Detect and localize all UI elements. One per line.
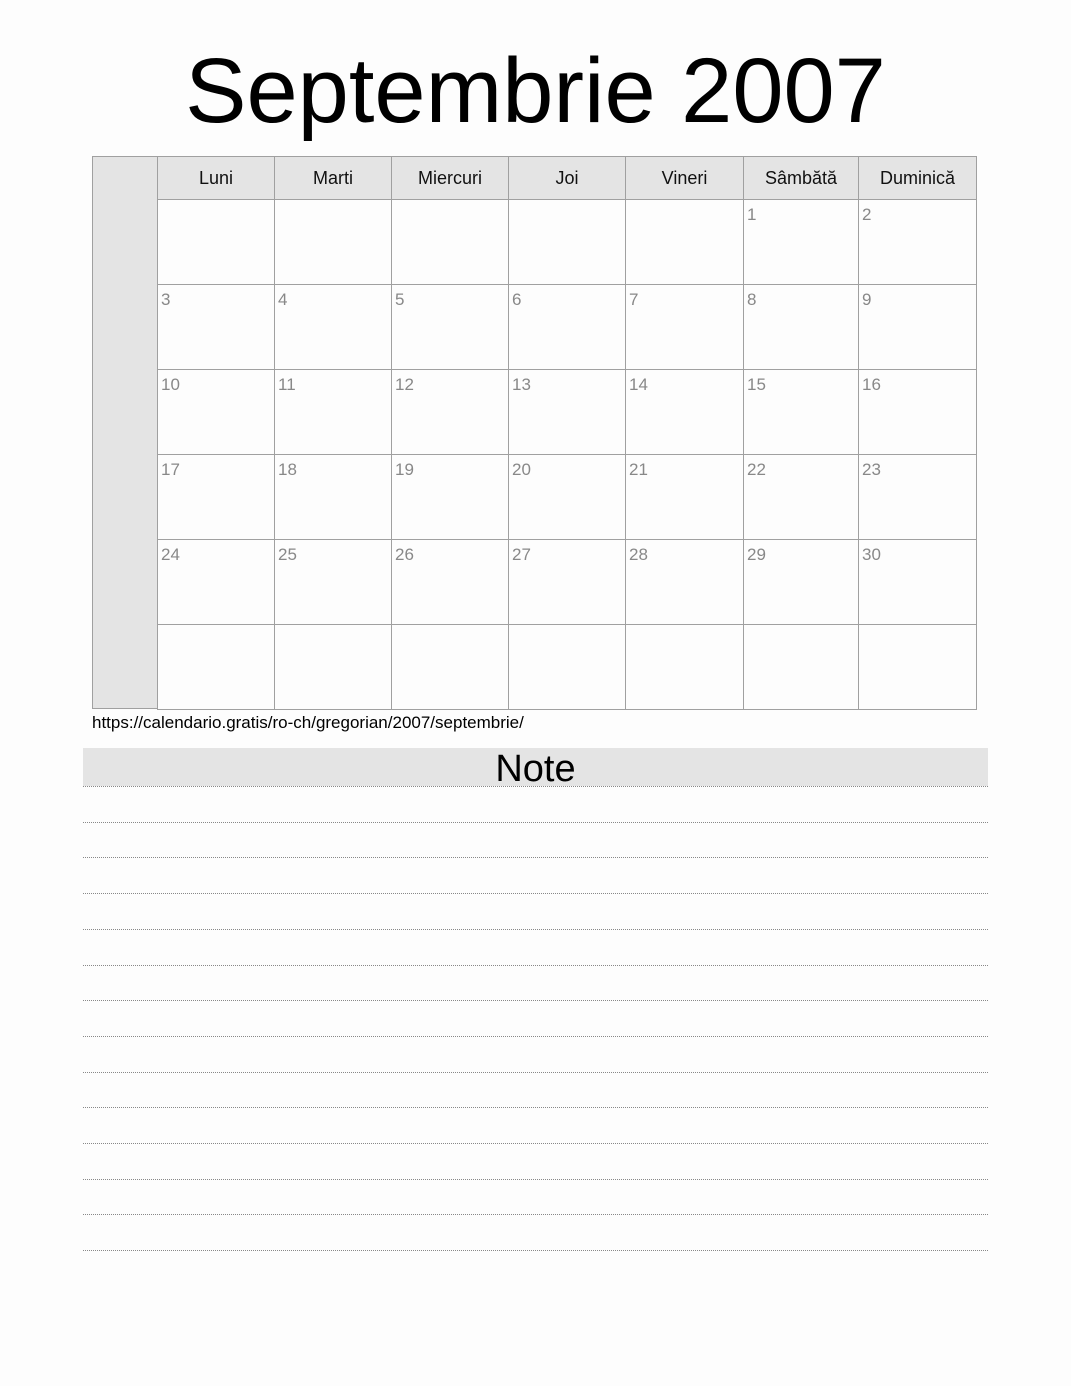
day-cell [392,370,509,455]
week-row [158,370,977,455]
day-cell [626,540,744,625]
day-cell [275,285,392,370]
day-number: 8 [747,290,757,309]
day-cell [509,200,626,285]
day-number: 13 [512,375,531,394]
source-url: https://calendario.gratis/ro-ch/gregorian/2007/septembrie/ [92,713,524,732]
day-number: 22 [747,460,766,479]
day-number [275,625,391,630]
note-line [83,822,988,823]
day-cell [158,455,275,540]
day-cell [626,625,744,710]
day-number: 9 [862,290,872,309]
day-cell [509,370,626,455]
note-line [83,929,988,930]
day-cell [392,625,509,710]
day-cell [509,540,626,625]
day-cell [744,285,859,370]
day-cell [158,540,275,625]
note-line [83,1250,988,1251]
day-cell [859,200,977,285]
day-number: 26 [395,545,414,564]
week-row [158,625,977,710]
day-number: 16 [862,375,881,394]
week-row [158,455,977,540]
day-number: 18 [278,460,297,479]
day-cell [158,370,275,455]
day-cell [275,540,392,625]
day-cell [509,625,626,710]
day-cell [744,625,859,710]
day-number [392,625,508,630]
day-cell [626,370,744,455]
day-number: 29 [747,545,766,564]
day-cell [275,370,392,455]
weekday-header: Duminică [859,157,977,200]
day-number [509,625,625,630]
day-number: 1 [747,205,757,224]
day-cell [392,285,509,370]
day-number: 19 [395,460,414,479]
note-line [83,1143,988,1144]
day-cell [509,285,626,370]
day-cell [744,455,859,540]
day-number: 15 [747,375,766,394]
weekday-header: Luni [158,157,275,200]
note-line [83,786,988,787]
weekday-header: Sâmbătă [744,157,859,200]
weekday-header-row [158,157,977,200]
day-number: 6 [512,290,522,309]
day-number: 3 [161,290,171,309]
note-line [83,1107,988,1108]
weekday-header: Miercuri [392,157,509,200]
page-title: Septembrie 2007 [185,40,886,142]
day-number: 20 [512,460,531,479]
day-cell [275,625,392,710]
day-number: 28 [629,545,648,564]
day-cell [744,540,859,625]
note-line [83,1179,988,1180]
calendar-grid [157,156,977,710]
day-cell [158,285,275,370]
day-number: 17 [161,460,180,479]
day-cell [392,540,509,625]
day-number: 2 [862,205,872,224]
day-cell [626,285,744,370]
note-line [83,1000,988,1001]
week-row [158,200,977,285]
day-number: 12 [395,375,414,394]
day-cell [158,200,275,285]
day-cell [744,370,859,455]
day-number [158,625,274,630]
day-number: 30 [862,545,881,564]
notes-header: Note [83,748,988,786]
day-cell [275,455,392,540]
day-number: 23 [862,460,881,479]
day-number [158,200,274,205]
day-cell [158,625,275,710]
day-number [509,200,625,205]
day-number [859,625,976,630]
day-cell [859,540,977,625]
day-number [275,200,391,205]
day-number [626,625,743,630]
week-row [158,540,977,625]
note-line [83,893,988,894]
day-cell [859,625,977,710]
weekday-header: Vineri [626,157,744,200]
day-cell [744,200,859,285]
day-number: 27 [512,545,531,564]
day-cell [275,200,392,285]
day-number: 14 [629,375,648,394]
day-cell [392,200,509,285]
day-cell [626,200,744,285]
day-number: 10 [161,375,180,394]
day-cell [626,455,744,540]
day-number: 11 [278,375,296,394]
day-cell [859,285,977,370]
note-line [83,1036,988,1037]
weekday-header: Marti [275,157,392,200]
weekday-header: Joi [509,157,626,200]
day-number: 25 [278,545,297,564]
day-cell [859,370,977,455]
day-number: 4 [278,290,288,309]
note-line [83,1214,988,1215]
note-line [83,857,988,858]
day-number: 24 [161,545,180,564]
day-number: 5 [395,290,405,309]
week-row [158,285,977,370]
week-number-column [92,156,157,709]
day-cell [509,455,626,540]
day-number: 21 [629,460,648,479]
day-number: 7 [629,290,639,309]
day-cell [859,455,977,540]
note-line [83,965,988,966]
day-number [744,625,858,630]
day-number [392,200,508,205]
note-line [83,1072,988,1073]
day-cell [392,455,509,540]
day-number [626,200,743,205]
